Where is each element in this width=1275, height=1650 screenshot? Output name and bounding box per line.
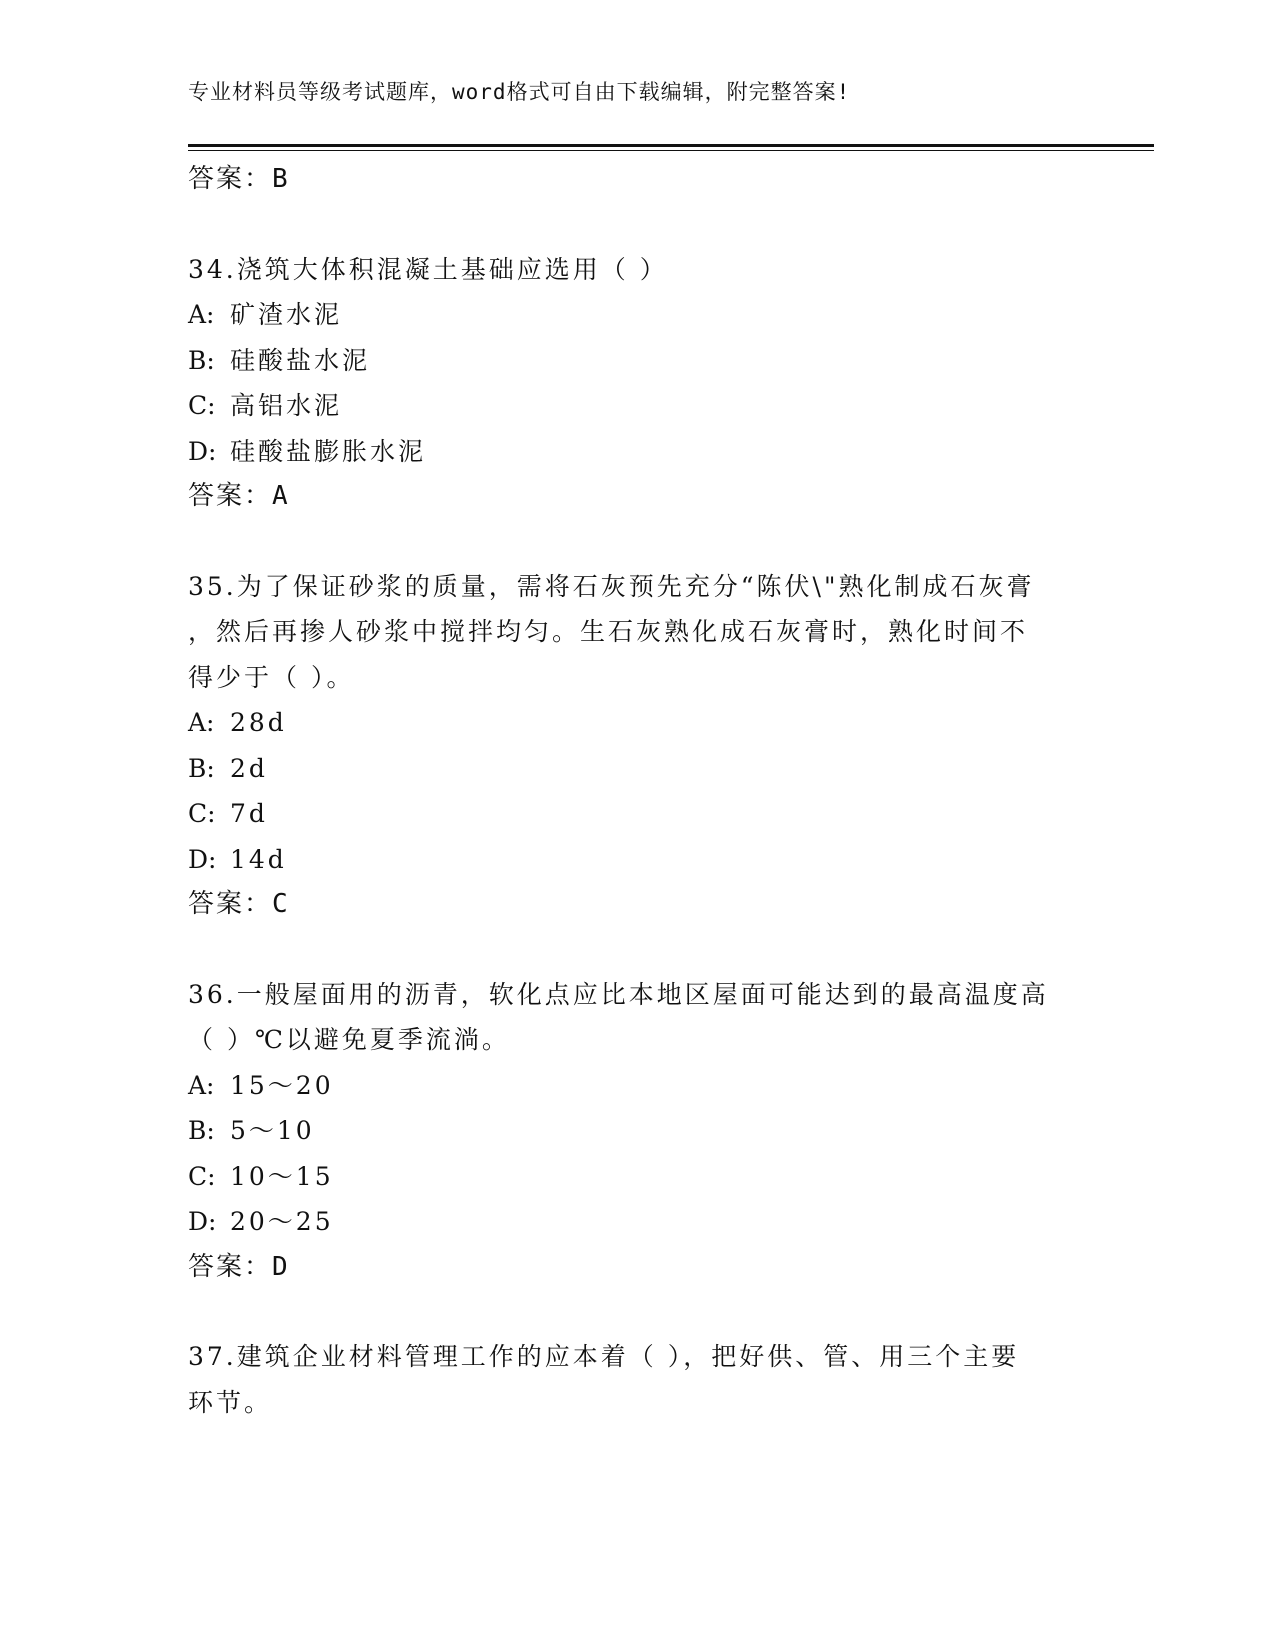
question-text-line: （ ）℃以避免夏季流淌。 <box>188 1025 510 1054</box>
option-label: A: <box>188 708 215 737</box>
option-d <box>188 1199 1088 1245</box>
spacer <box>188 1290 1088 1334</box>
answer-line: 答案：D <box>188 1251 290 1282</box>
question-text-line: 35.为了保证砂浆的质量，需将石灰预先充分“陈伏\"熟化制成石灰膏 <box>188 571 1035 601</box>
spacer <box>188 203 1088 247</box>
option-b <box>188 746 1088 792</box>
question-36 <box>188 972 1088 1291</box>
option-text: 14d <box>230 844 287 874</box>
question-37 <box>188 1334 1088 1425</box>
question-text-line: 环节。 <box>188 1387 273 1417</box>
question-text-line: 36.一般屋面用的沥青，软化点应比本地区屋面可能达到的最高温度高 <box>188 979 1049 1009</box>
spacer <box>188 520 1088 564</box>
question-text-line: 37.建筑企业材料管理工作的应本着（ ），把好供、管、用三个主要 <box>188 1342 1020 1371</box>
spacer <box>188 928 1088 972</box>
option-a <box>188 1063 1088 1109</box>
option-text: 5～10 <box>230 1116 315 1145</box>
answer-line: 答案：A <box>188 481 290 511</box>
option-text: 20～25 <box>230 1207 334 1236</box>
option-label: A: <box>188 300 215 329</box>
option-text: 10～15 <box>230 1161 334 1191</box>
question-text-line: 得少于（ ）。 <box>188 662 355 692</box>
option-a <box>188 292 1088 338</box>
option-label: C: <box>188 391 216 420</box>
option-a <box>188 700 1088 746</box>
page-header: 专业材料员等级考试题库，word格式可自由下载编辑，附完整答案! <box>188 80 851 104</box>
previous-answer: 答案：B <box>188 164 290 194</box>
option-text: 硅酸盐水泥 <box>230 345 371 375</box>
answer-line: 答案：C <box>188 889 290 919</box>
option-label: C: <box>188 799 216 828</box>
option-text: 7d <box>230 799 268 828</box>
option-b <box>188 338 1088 384</box>
option-label: B: <box>188 753 215 783</box>
option-label: C: <box>188 1161 216 1191</box>
option-c <box>188 791 1088 837</box>
option-text: 28d <box>230 708 287 737</box>
option-text: 硅酸盐膨胀水泥 <box>230 436 427 466</box>
question-35 <box>188 564 1088 928</box>
header-rule-thin <box>188 150 1154 151</box>
option-text: 2d <box>230 753 268 783</box>
option-label: D: <box>188 844 217 874</box>
option-d <box>188 429 1088 475</box>
option-c <box>188 383 1088 429</box>
option-d <box>188 837 1088 883</box>
header-rule-thick <box>188 144 1154 147</box>
question-content <box>188 157 1088 1425</box>
option-label: A: <box>188 1070 215 1100</box>
option-label: D: <box>188 436 217 466</box>
option-label: B: <box>188 1116 215 1145</box>
option-b <box>188 1108 1088 1154</box>
question-text-line: 34.浇筑大体积混凝土基础应选用（ ） <box>188 254 668 284</box>
option-text: 矿渣水泥 <box>230 300 343 329</box>
option-c <box>188 1154 1088 1200</box>
option-label: B: <box>188 345 215 375</box>
option-text: 高铝水泥 <box>230 391 343 420</box>
question-34 <box>188 247 1088 520</box>
option-text: 15～20 <box>230 1070 334 1100</box>
option-label: D: <box>188 1207 217 1236</box>
question-text-line: ，然后再掺人砂浆中搅拌均匀。生石灰熟化成石灰膏时，熟化时间不 <box>188 617 1029 646</box>
